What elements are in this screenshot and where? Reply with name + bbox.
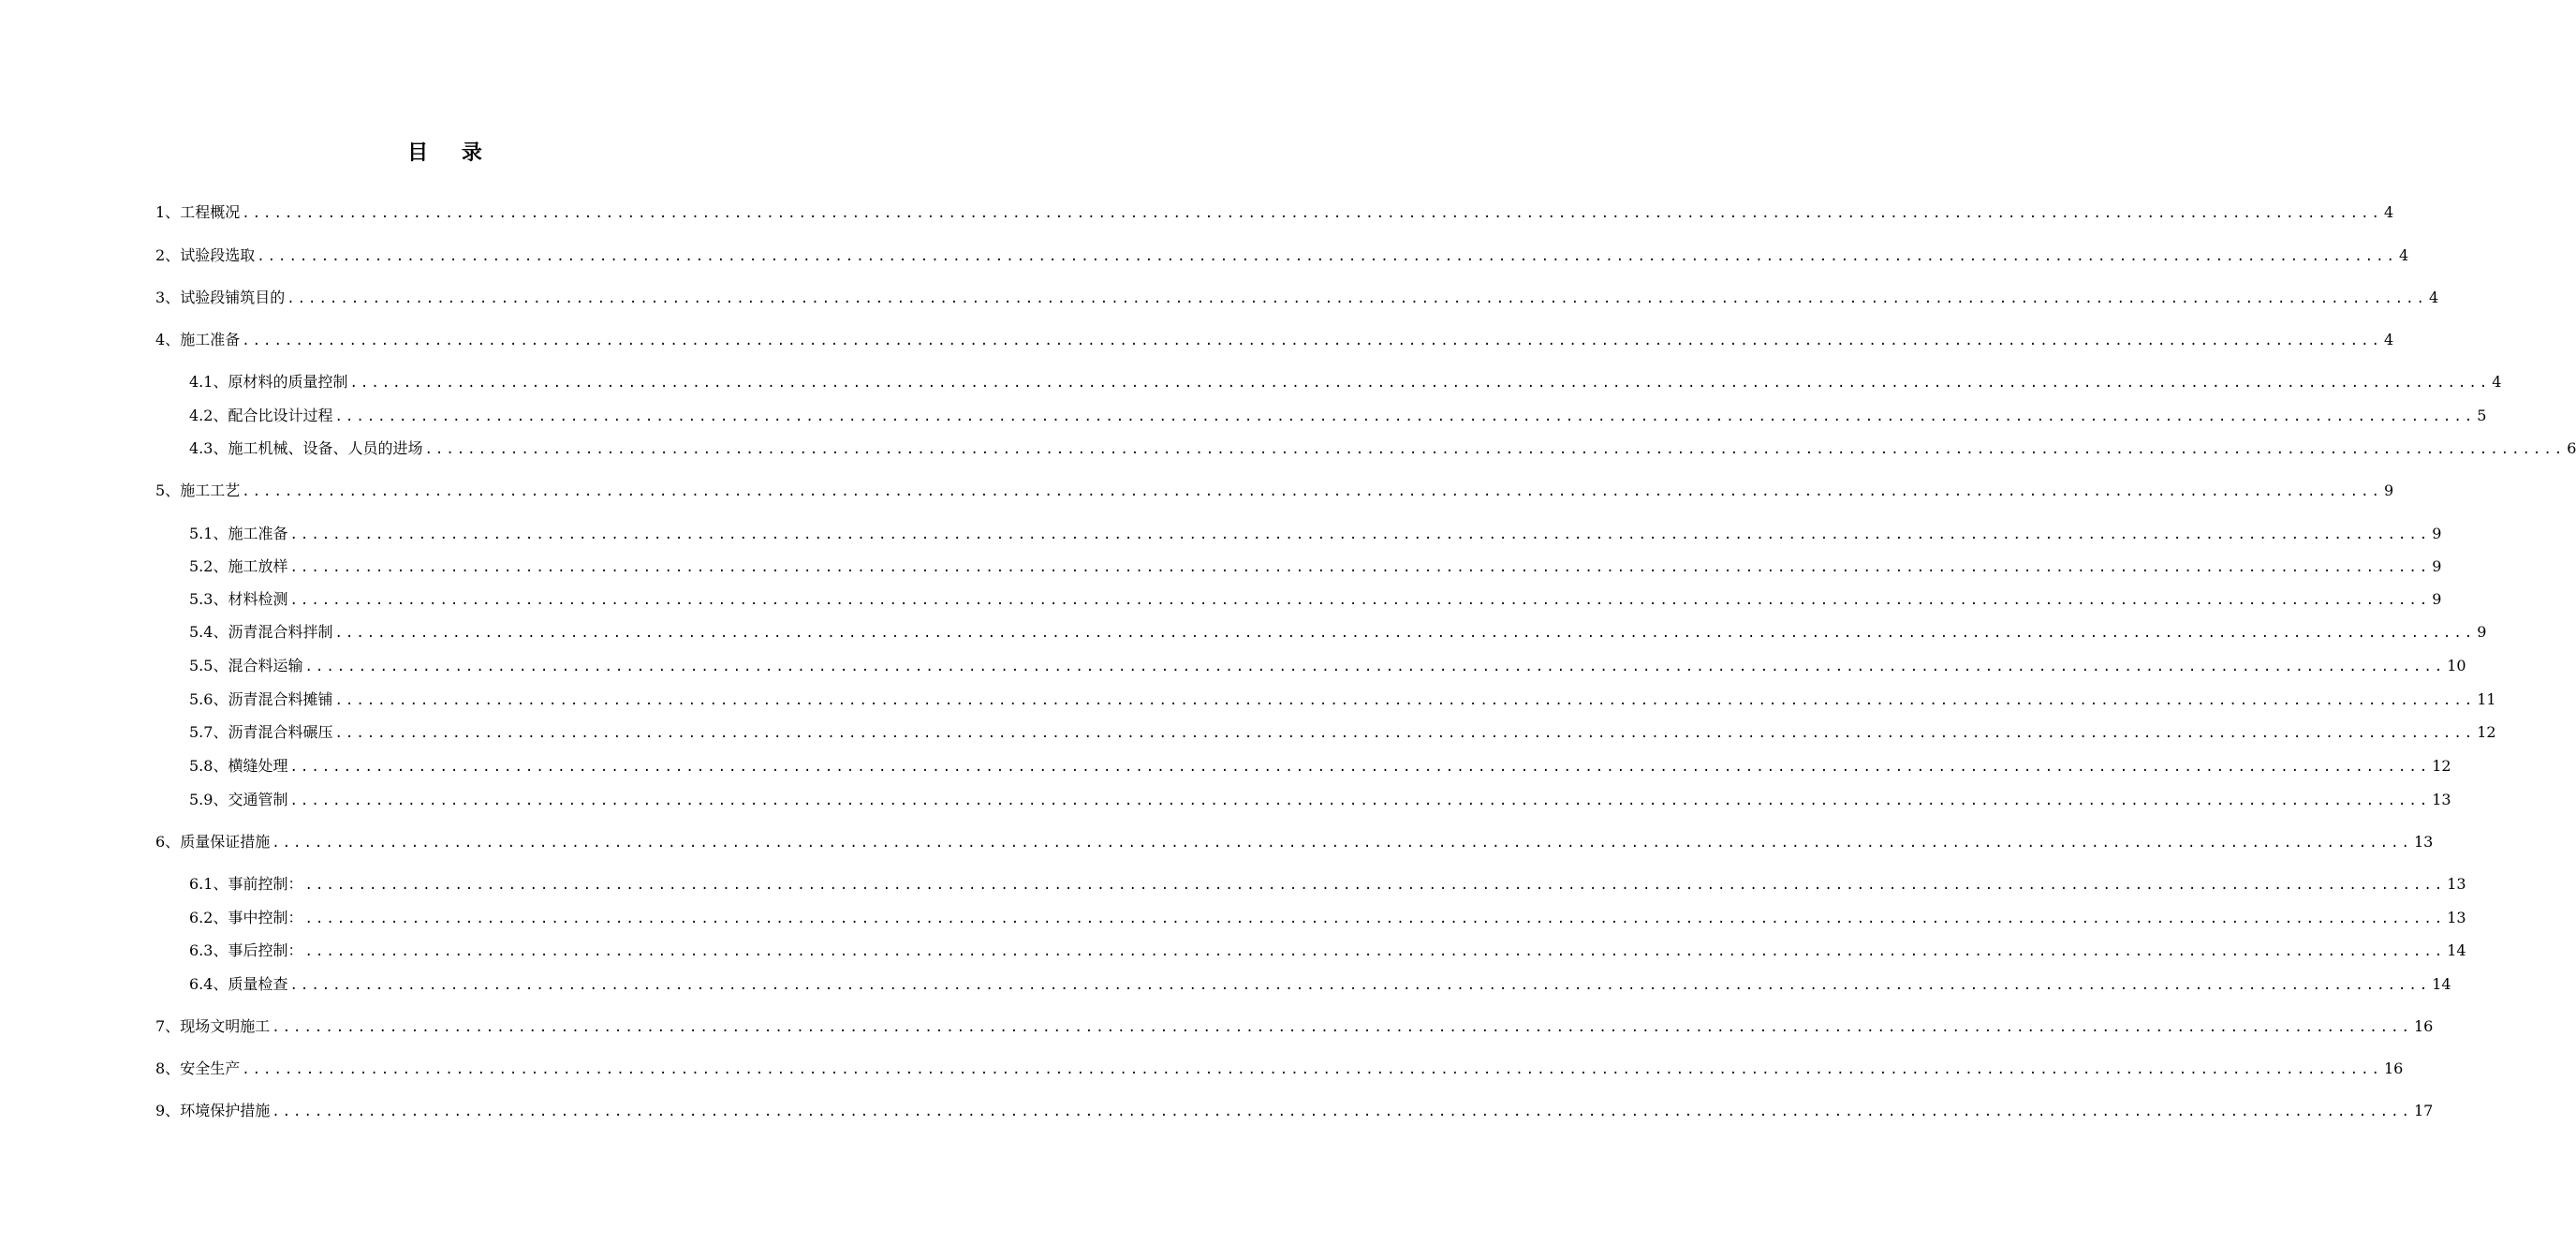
dot-leader: ........................................................................................................................................................................................................ — [272, 1020, 2412, 1035]
toc-entry-page-number: 13 — [2447, 909, 2466, 926]
toc-entry-page-number: 6 — [2567, 439, 2576, 457]
dot-leader: ........................................................................................................................................................................................................ — [424, 442, 2566, 457]
toc-entry-title: 事前控制： — [228, 875, 303, 893]
toc-entry-title: 事中控制： — [228, 909, 303, 926]
toc-entry-title: 质量检查 — [228, 975, 288, 993]
toc-entry-page-number: 11 — [2477, 690, 2496, 708]
toc-entry-number: 5.6、 — [189, 690, 228, 708]
toc-entry-title: 试验段选取 — [180, 246, 256, 264]
toc-entry-number: 6.4、 — [189, 975, 228, 993]
toc-entry-number: 8、 — [155, 1059, 181, 1077]
dot-leader: ........................................................................................................................................................................................................ — [287, 291, 2427, 306]
toc-entry-number: 4.2、 — [189, 407, 228, 424]
toc-entry-number: 6、 — [155, 833, 181, 851]
toc-entry-number: 9、 — [155, 1102, 181, 1119]
dot-leader: ........................................................................................................................................................................................................ — [334, 626, 2476, 641]
toc-entry-number: 5、 — [155, 481, 181, 499]
toc-entry[interactable] — [155, 1059, 2404, 1079]
toc-entry[interactable] — [189, 722, 2496, 743]
toc-entry-number: 5.1、 — [189, 525, 228, 542]
toc-entry-number: 6.2、 — [189, 909, 228, 926]
dot-leader: ........................................................................................................................................................................................................ — [242, 206, 2382, 221]
toc-entry-number: 5.8、 — [189, 757, 228, 775]
toc-entry-page-number: 10 — [2447, 657, 2466, 674]
toc-entry-page-number: 13 — [2447, 875, 2466, 893]
toc-entry-title: 横缝处理 — [228, 757, 288, 775]
toc-entry-page-number: 12 — [2477, 723, 2496, 741]
toc-entry-page-number: 12 — [2432, 757, 2451, 775]
toc-entry[interactable] — [155, 832, 2434, 852]
toc-entry-number: 5.4、 — [189, 623, 228, 641]
toc-entry-title: 沥青混合料拌制 — [228, 623, 333, 641]
toc-entry-page-number: 4 — [2398, 246, 2409, 264]
dot-leader: ........................................................................................................................................................................................................ — [289, 760, 2431, 775]
dot-leader: ........................................................................................................................................................................................................ — [304, 944, 2446, 959]
toc-entry-page-number: 4 — [2492, 373, 2502, 391]
toc-entry-page-number: 4 — [2428, 289, 2439, 306]
dot-leader: ........................................................................................................................................................................................................ — [289, 560, 2431, 575]
dot-leader: ........................................................................................................................................................................................................ — [334, 693, 2476, 708]
dot-leader: ........................................................................................................................................................................................................ — [304, 659, 2446, 674]
toc-entry-page-number: 5 — [2477, 407, 2487, 424]
toc-entry[interactable] — [155, 330, 2394, 350]
toc-entry-page-number: 9 — [2432, 590, 2442, 608]
dot-leader: ........................................................................................................................................................................................................ — [242, 333, 2382, 348]
toc-entry-number: 2、 — [155, 246, 181, 264]
toc-entry-title: 沥青混合料碾压 — [228, 723, 333, 741]
dot-leader: ........................................................................................................................................................................................................ — [349, 376, 2491, 391]
toc-entry-page-number: 9 — [2477, 623, 2487, 641]
toc-entry[interactable] — [155, 245, 2409, 266]
dot-leader: ........................................................................................................................................................................................................ — [289, 793, 2431, 808]
toc-entry[interactable] — [189, 556, 2442, 577]
toc-entry-title: 原材料的质量控制 — [228, 373, 348, 391]
toc-entry-page-number: 14 — [2447, 941, 2466, 959]
toc-entry[interactable] — [155, 481, 2394, 501]
toc-entry[interactable] — [189, 790, 2451, 810]
dot-leader: ........................................................................................................................................................................................................ — [242, 1062, 2382, 1077]
toc-entry-title: 施工机械、设备、人员的进场 — [228, 439, 423, 457]
toc-entry[interactable] — [189, 689, 2496, 710]
toc-entry-number: 5.7、 — [189, 723, 228, 741]
toc-entry[interactable] — [189, 622, 2487, 643]
toc-title: 目 录 — [407, 141, 495, 165]
dot-leader: ........................................................................................................................................................................................................ — [289, 593, 2431, 608]
toc-entry-page-number: 16 — [2383, 1059, 2404, 1077]
toc-entry[interactable] — [189, 974, 2451, 995]
toc-entry[interactable] — [189, 656, 2466, 676]
toc-entry-title: 配合比设计过程 — [228, 407, 333, 424]
toc-entry-page-number: 4 — [2383, 203, 2394, 221]
toc-entry-title: 施工工艺 — [180, 481, 241, 499]
dot-leader: ........................................................................................................................................................................................................ — [289, 527, 2431, 542]
toc-entry-title: 试验段铺筑目的 — [180, 289, 286, 306]
toc-entry[interactable] — [189, 406, 2487, 426]
dot-leader: ........................................................................................................................................................................................................ — [257, 249, 2397, 264]
toc-entry-title: 环境保护措施 — [180, 1102, 271, 1119]
dot-leader: ........................................................................................................................................................................................................ — [304, 911, 2446, 926]
toc-entry-number: 3、 — [155, 289, 181, 306]
toc-entry-number: 4.1、 — [189, 373, 228, 391]
toc-entry[interactable] — [189, 941, 2466, 961]
toc-entry-number: 4、 — [155, 331, 181, 348]
toc-entry[interactable] — [189, 524, 2442, 544]
toc-entry-page-number: 17 — [2413, 1102, 2434, 1119]
toc-entry-number: 5.2、 — [189, 557, 228, 575]
toc-entry[interactable] — [189, 756, 2451, 777]
toc-entry-title: 材料检测 — [228, 590, 288, 608]
toc-entry-title: 安全生产 — [180, 1059, 241, 1077]
toc-entry-number: 6.1、 — [189, 875, 228, 893]
toc-entry-title: 施工准备 — [180, 331, 241, 348]
toc-entry-title: 工程概况 — [180, 203, 241, 221]
toc-entry-number: 5.3、 — [189, 590, 228, 608]
toc-entry-title: 事后控制： — [228, 941, 303, 959]
toc-entry[interactable] — [155, 288, 2439, 308]
toc-entry-number: 6.3、 — [189, 941, 228, 959]
toc-entry-number: 4.3、 — [189, 439, 228, 457]
toc-entry-page-number: 9 — [2383, 481, 2394, 499]
toc-entry[interactable] — [155, 202, 2394, 223]
toc-entry[interactable] — [189, 438, 2576, 459]
toc-entry-title: 沥青混合料摊铺 — [228, 690, 333, 708]
toc-entry-title: 质量保证措施 — [180, 833, 271, 851]
toc-entry-number: 7、 — [155, 1017, 181, 1035]
toc-entry-page-number: 13 — [2432, 791, 2451, 808]
toc-entry-page-number: 14 — [2432, 975, 2451, 993]
toc-entry-title: 施工准备 — [228, 525, 288, 542]
toc-entry-number: 5.9、 — [189, 791, 228, 808]
toc-entry-title: 现场文明施工 — [180, 1017, 271, 1035]
dot-leader: ........................................................................................................................................................................................................ — [272, 836, 2412, 851]
dot-leader: ........................................................................................................................................................................................................ — [304, 878, 2446, 893]
toc-entry-number: 1、 — [155, 203, 181, 221]
toc-entry[interactable] — [155, 1101, 2434, 1121]
toc-entry-title: 交通管制 — [228, 791, 288, 808]
toc-entry[interactable] — [189, 589, 2442, 610]
dot-leader: ........................................................................................................................................................................................................ — [289, 978, 2431, 993]
toc-entry-page-number: 9 — [2432, 557, 2442, 575]
dot-leader: ........................................................................................................................................................................................................ — [242, 484, 2382, 499]
toc-entry-number: 5.5、 — [189, 657, 228, 674]
toc-entry-page-number: 4 — [2383, 331, 2394, 348]
dot-leader: ........................................................................................................................................................................................................ — [334, 726, 2476, 741]
toc-entry[interactable] — [189, 372, 2502, 393]
dot-leader: ........................................................................................................................................................................................................ — [272, 1104, 2412, 1119]
toc-entry-page-number: 13 — [2413, 833, 2434, 851]
toc-entry-title: 混合料运输 — [228, 657, 303, 674]
toc-entry-title: 施工放样 — [228, 557, 288, 575]
toc-entry[interactable] — [189, 874, 2466, 895]
toc-entry-page-number: 16 — [2413, 1017, 2434, 1035]
dot-leader: ........................................................................................................................................................................................................ — [334, 409, 2476, 424]
toc-entry[interactable] — [189, 908, 2466, 928]
toc-entry[interactable] — [155, 1016, 2434, 1037]
toc-entry-page-number: 9 — [2432, 525, 2442, 542]
